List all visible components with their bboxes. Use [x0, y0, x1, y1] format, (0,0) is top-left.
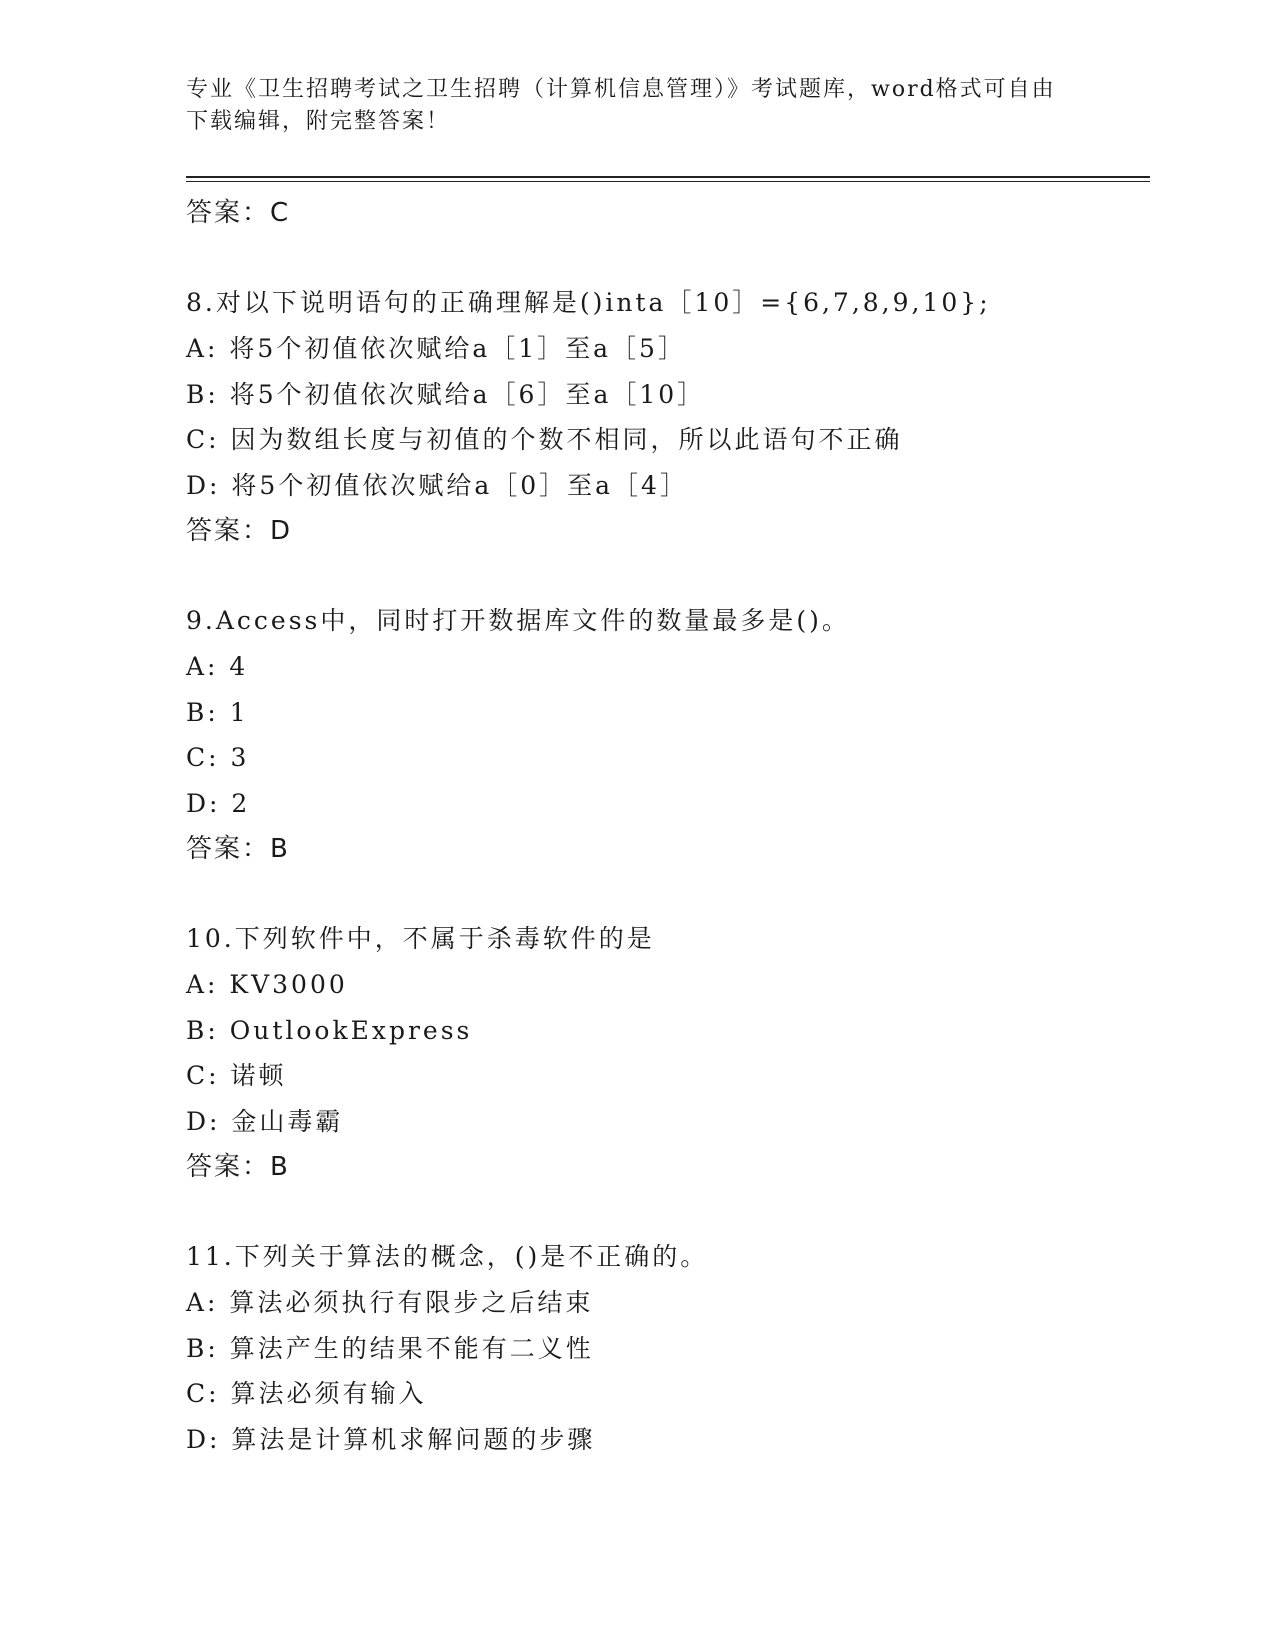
- option-b: B: 将5个初值依次赋给a［6］至a［10］: [186, 379, 706, 409]
- option-b: B: OutlookExpress: [186, 1015, 473, 1045]
- option-c: C: 因为数组长度与初值的个数不相同，所以此语句不正确: [186, 425, 903, 454]
- header-divider-thick: [186, 176, 1150, 178]
- option-a: A: KV3000: [186, 970, 348, 999]
- option-b: B: 1: [186, 697, 249, 727]
- option-a: A: 算法必须执行有限步之后结束: [186, 1288, 594, 1317]
- question-text: 11.下列关于算法的概念，()是不正确的。: [186, 1242, 709, 1271]
- header-divider-thin: [186, 181, 1150, 182]
- option-b: B: 算法产生的结果不能有二义性: [186, 1333, 594, 1363]
- question-text: 9.Access中，同时打开数据库文件的数量最多是()。: [186, 606, 850, 635]
- answer-line: 答案：D: [186, 516, 293, 546]
- option-c: C: 3: [186, 743, 250, 772]
- option-c: C: 算法必须有输入: [186, 1379, 427, 1408]
- option-c: C: 诺顿: [186, 1061, 287, 1090]
- question-text: 10.下列软件中，不属于杀毒软件的是: [186, 924, 655, 953]
- spacer: [186, 236, 1146, 280]
- question-block: [186, 280, 1146, 554]
- spacer: [186, 554, 1146, 598]
- option-d: D: 2: [186, 788, 251, 818]
- answer-line: 答案：B: [186, 1152, 290, 1182]
- spacer: [186, 1190, 1146, 1234]
- option-d: D: 算法是计算机求解问题的步骤: [186, 1424, 596, 1454]
- question-block: [186, 1234, 1146, 1462]
- document-header: 专业《卫生招聘考试之卫生招聘（计算机信息管理）》考试题库，word格式可自由下载编辑，附完整答案！: [186, 77, 1056, 134]
- question-block: [186, 598, 1146, 872]
- option-a: A: 4: [186, 652, 249, 681]
- answer-line: 答案：B: [186, 834, 290, 864]
- spacer: [186, 872, 1146, 916]
- option-d: D: 将5个初值依次赋给a［0］至a［4］: [186, 470, 688, 500]
- question-block: [186, 916, 1146, 1190]
- question-text: 8.对以下说明语句的正确理解是()inta［10］={6,7,8,9,10};: [186, 288, 991, 317]
- answer-line: 答案：C: [186, 198, 291, 228]
- question-list: [186, 190, 1146, 1462]
- option-a: A: 将5个初值依次赋给a［1］至a［5］: [186, 334, 686, 363]
- option-d: D: 金山毒霸: [186, 1106, 344, 1136]
